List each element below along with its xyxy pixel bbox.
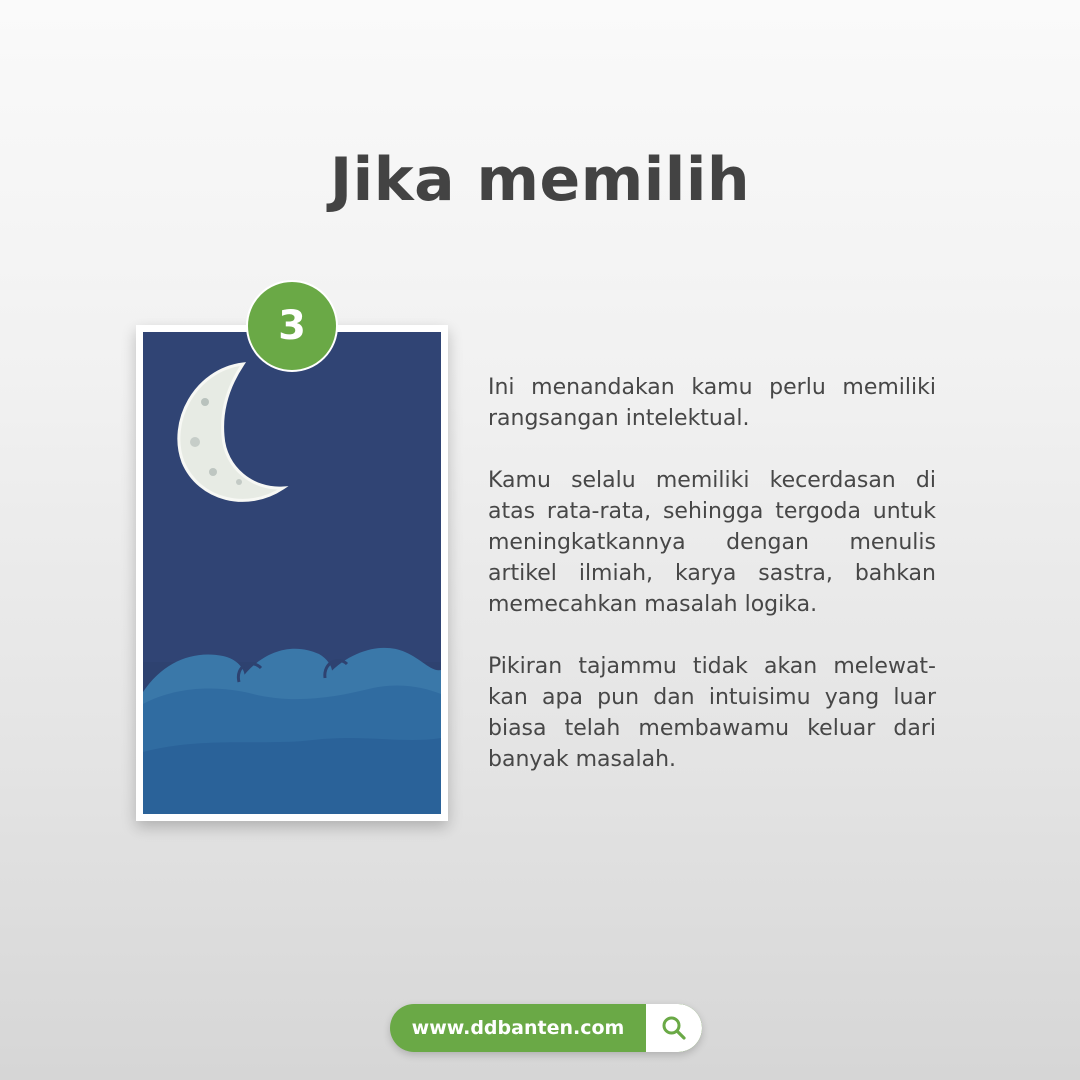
paragraph-2: Kamu selalu memiliki kecerdasan di atas rata-rata, sehingga tergoda untuk meningkatkannya dengan menulis artikel ilmiah, karya sastra, bahkan memecahkan masalah logika. <box>488 468 936 617</box>
sky-texture <box>143 332 441 662</box>
search-icon <box>661 1015 687 1041</box>
deep-water <box>143 738 441 814</box>
page-title: Jika memilih <box>329 145 751 215</box>
illustration-card <box>136 325 448 821</box>
description <box>488 372 936 806</box>
search-button[interactable] <box>646 1004 702 1052</box>
moon-and-waves-illustration <box>143 332 441 814</box>
number-badge: 3 <box>246 280 338 372</box>
paragraph-1: Ini menandakan kamu perlu memiliki rangsangan intelektual. <box>488 375 936 431</box>
paragraph-3: Pikiran tajammu tidak akan melewat-kan apa pun dan intuisimu yang luar biasa telah membawamu keluar dari banyak masalah. <box>488 654 936 772</box>
website-pill[interactable] <box>390 1004 702 1052</box>
website-url[interactable]: www.ddbanten.com <box>411 1017 625 1039</box>
